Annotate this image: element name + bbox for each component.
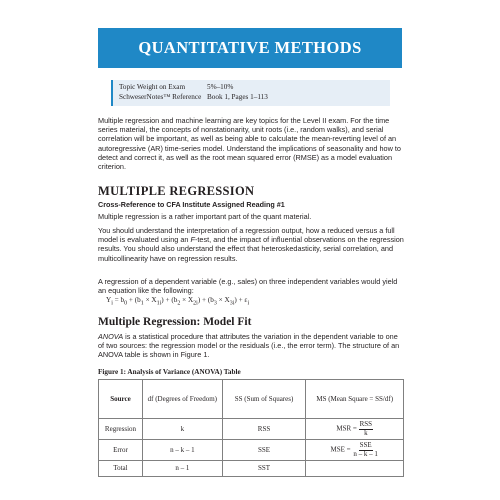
paragraph-regression-output — [98, 226, 404, 263]
table-row — [99, 461, 404, 477]
intro-paragraph: Multiple regression and machine learning are key topics for the Level II exam. For the time series material, the concepts of nonstationarity, unit roots (i.e., random walks), and serial correlation will be important, as well as being able to calculate the mean-reverting level of an autoregressive (AR) time-series model. Understand the implications of seasonality and how to detect and correct it, as well as the root mean squared error (RMSE) as a model evaluation criterion. — [98, 116, 401, 172]
topic-weight-label: Topic Weight on Exam — [119, 83, 186, 91]
table-row — [99, 440, 404, 461]
ms-fraction — [359, 421, 373, 437]
paragraph-text-part: -test, and the impact of influential observations on the regression results. You should also understand the effect that heteroskedasticity, serial correlation, and multicollinearity have on regression results. — [98, 235, 404, 263]
cell-df: k — [142, 419, 222, 440]
header-ms: MS (Mean Square = SS/df) — [306, 380, 404, 419]
ms-prefix: MSE = — [330, 445, 351, 454]
section-heading-multiple-regression: MULTIPLE REGRESSION — [98, 184, 255, 198]
cell-ms — [306, 461, 404, 477]
cross-reference: Cross-Reference to CFA Institute Assigned Reading #1 — [98, 200, 285, 209]
anova-term: ANOVA — [98, 332, 124, 341]
ms-numerator: RSS — [359, 420, 373, 428]
header-ss: SS (Sum of Squares) — [222, 380, 306, 419]
topic-weight-row — [119, 82, 390, 92]
cell-df: n – k – 1 — [142, 440, 222, 461]
reference-label: SchweserNotes™ Reference — [119, 93, 202, 101]
table-row — [99, 419, 404, 440]
topic-weight-box — [111, 80, 390, 106]
cell-source: Error — [99, 440, 143, 461]
paragraph-importance: Multiple regression is a rather important part of the quant material. — [98, 212, 312, 221]
header-source: Source — [99, 380, 143, 419]
paragraph-text-part: You should understand the interpretation of a regression output, how a reduced versus a full model is evaluated using an — [98, 226, 395, 245]
ms-numerator: SSE — [359, 441, 372, 449]
table-header-row — [99, 380, 404, 419]
f-test-term: F — [190, 235, 195, 245]
figure-title: Figure 1: Analysis of Variance (ANOVA) Table — [98, 368, 241, 376]
cell-ss: SST — [222, 461, 306, 477]
ms-prefix: MSR = — [336, 424, 357, 433]
ms-fraction — [352, 442, 379, 458]
paragraph-text-part: is a statistical procedure that attributes the variation in the dependent variable to one of two sources: the regression model or the residuals (i.e., the error term). The structure of an ANOVA table is shown in Figure 1. — [98, 332, 400, 360]
paragraph-regression-example: A regression of a dependent variable (e.g., sales) on three independent variables would yield an equation like the following: — [98, 277, 398, 296]
regression-equation: $Y_i = b_0 + (b_1 \times X_{1i}) + (b_2 \times X_{2i}) + (b_3 \times X_{3i}) + \varepsilon_i$ — [106, 296, 250, 307]
cell-ms — [306, 440, 404, 461]
ms-denominator: n – k – 1 — [353, 449, 378, 458]
ms-denominator: k — [364, 428, 368, 437]
cell-source: Total — [99, 461, 143, 477]
cell-df: n – 1 — [142, 461, 222, 477]
section-heading-model-fit: Multiple Regression: Model Fit — [98, 316, 252, 328]
reference-value: Book 1, Pages 1–113 — [207, 93, 268, 101]
cell-ms — [306, 419, 404, 440]
topic-weight-value: 5%–10% — [207, 83, 234, 91]
cell-ss: SSE — [222, 440, 306, 461]
chapter-title: QUANTITATIVE METHODS — [138, 38, 362, 57]
chapter-banner — [98, 28, 402, 68]
cell-ss: RSS — [222, 419, 306, 440]
header-df: df (Degrees of Freedom) — [142, 380, 222, 419]
anova-table — [98, 379, 404, 477]
reference-row — [119, 92, 390, 102]
paragraph-anova — [98, 332, 404, 360]
cell-source: Regression — [99, 419, 143, 440]
